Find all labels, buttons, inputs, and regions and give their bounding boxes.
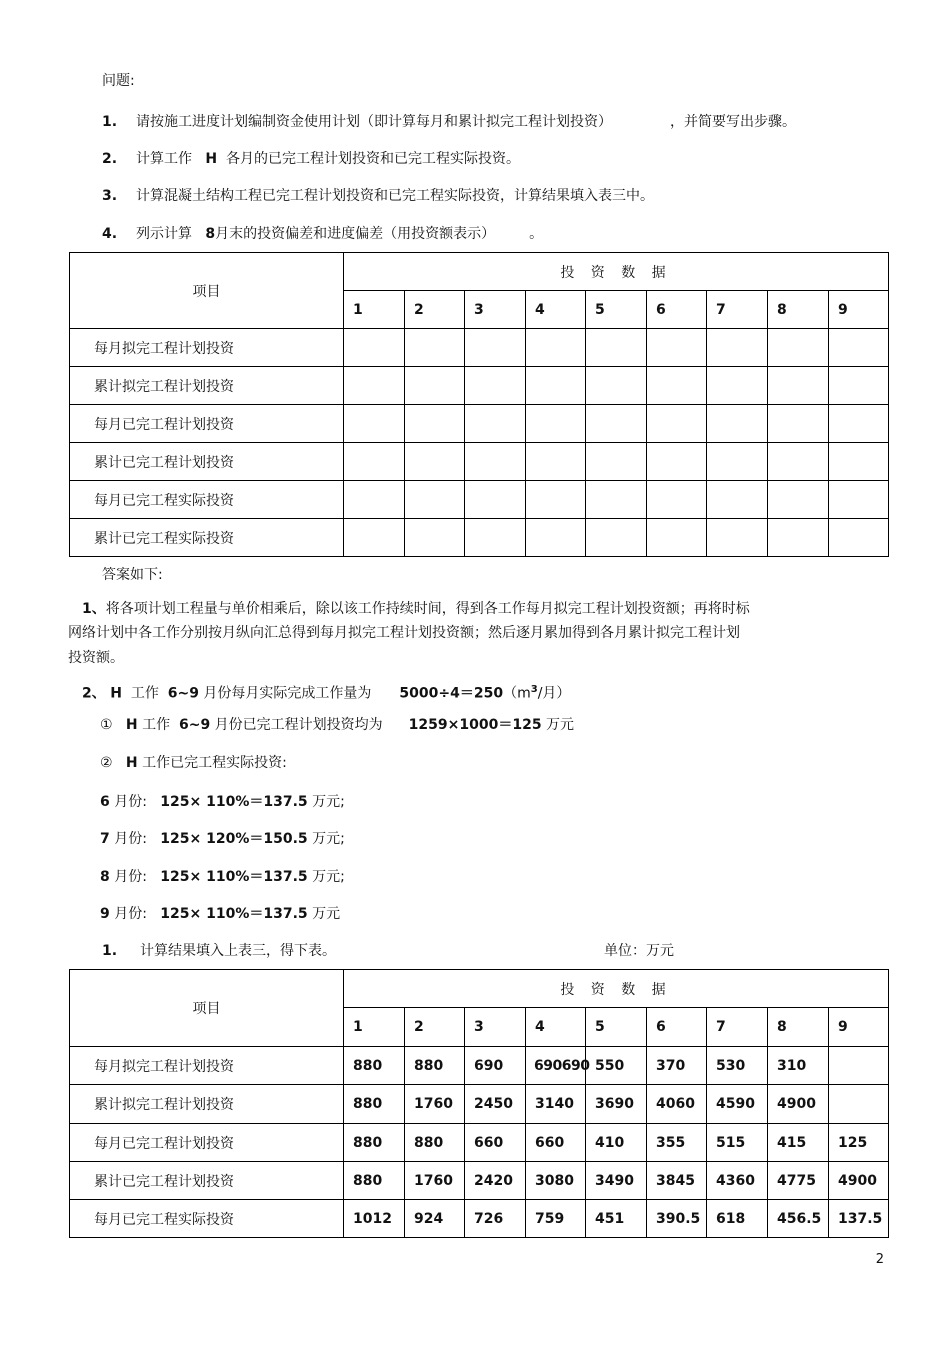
cell: 3690 <box>586 1085 647 1124</box>
cell <box>526 405 586 443</box>
question-tail: ，并简要写出步骤。 <box>670 114 796 130</box>
header-item: 项目 <box>70 970 344 1047</box>
row-label: 每月已完工程实际投资 <box>70 481 344 519</box>
answer-1-line3: 投资额。 <box>68 650 124 666</box>
cell: 690 <box>465 1047 526 1085</box>
row-label: 累计已完工程实际投资 <box>70 519 344 557</box>
row-label: 每月已完工程计划投资 <box>70 1124 344 1162</box>
header-month: 5 <box>586 1008 647 1047</box>
cell: 880 <box>344 1124 405 1162</box>
header-month: 4 <box>526 1008 586 1047</box>
table-empty <box>69 252 889 557</box>
cell <box>586 481 647 519</box>
table-results <box>69 969 889 1238</box>
table-row <box>70 519 889 557</box>
cell <box>405 329 465 367</box>
cell <box>768 443 829 481</box>
cell <box>344 367 405 405</box>
page-number: 2 <box>875 1252 884 1267</box>
question-number: 3. <box>102 188 118 204</box>
unit-label: 单位：万元 <box>604 943 674 959</box>
cell: 1760 <box>405 1085 465 1124</box>
table-row <box>70 405 889 443</box>
cell <box>707 481 768 519</box>
cell: 1760 <box>405 1162 465 1200</box>
answer-text: 工作已完工程实际投资: <box>142 755 287 771</box>
cell <box>707 519 768 557</box>
row-label: 每月已完工程实际投资 <box>70 1200 344 1238</box>
cell: 410 <box>586 1124 647 1162</box>
question-text: 计算混凝土结构工程已完工程计划投资和已完工程实际投资，计算结果填入表三中。 <box>136 188 654 204</box>
cell <box>707 405 768 443</box>
month-line <box>100 829 345 849</box>
cell <box>465 405 526 443</box>
cell <box>465 519 526 557</box>
month-line <box>100 867 345 887</box>
cell: 2420 <box>465 1162 526 1200</box>
month-label: 月份: <box>114 906 147 922</box>
header-month: 6 <box>647 1008 707 1047</box>
answer-number: 1、 <box>82 601 106 617</box>
question-text: 月末的投资偏差和进度偏差（用投资额表示） <box>215 226 496 242</box>
header-month: 3 <box>465 291 526 329</box>
cell: 1012 <box>344 1200 405 1238</box>
answer-number: 1. <box>102 943 118 959</box>
cell <box>586 443 647 481</box>
answer-3 <box>102 941 336 961</box>
answer-text: 月份已完工程计划投资均为 <box>214 717 383 733</box>
header-group: 投 资 数 据 <box>344 970 889 1008</box>
circle-mark: ② <box>100 755 113 771</box>
answer-2-sub1 <box>100 715 574 735</box>
cell <box>768 481 829 519</box>
cell <box>829 443 889 481</box>
cell: 310 <box>768 1047 829 1085</box>
question-3 <box>102 186 654 206</box>
month-number: 9 <box>100 906 110 922</box>
cell: 880 <box>405 1047 465 1085</box>
cell: 880 <box>344 1047 405 1085</box>
cell <box>768 367 829 405</box>
header-group: 投 资 数 据 <box>344 253 889 291</box>
month-number: 6 <box>100 794 110 810</box>
cell <box>526 329 586 367</box>
question-text: 列示计算 <box>136 226 192 242</box>
question-number: 1. <box>102 114 118 130</box>
row-label: 累计已完工程计划投资 <box>70 1162 344 1200</box>
header-item: 项目 <box>70 253 344 329</box>
question-text: 各月的已完工程计划投资和已完工程实际投资。 <box>225 151 520 167</box>
cell <box>526 367 586 405</box>
cell <box>465 367 526 405</box>
answer-bold: 6~9 <box>179 717 211 733</box>
question-text: 计算工作 <box>136 151 192 167</box>
table-row <box>70 1085 889 1124</box>
cell: 2450 <box>465 1085 526 1124</box>
answer-text: 将各项计划工程量与单价相乘后，除以该工作持续时间，得到各工作每月拟完工程计划投资额；再将时标 <box>105 601 750 617</box>
answer-formula: 5000÷4＝250 <box>399 685 504 702</box>
cell <box>344 329 405 367</box>
cell <box>647 405 707 443</box>
cell: 355 <box>647 1124 707 1162</box>
answer-formula: 1259×1000＝125 <box>408 717 542 733</box>
answer-text: 工作 <box>130 685 159 702</box>
month-line <box>100 904 340 924</box>
question-number: 4. <box>102 226 118 242</box>
answer-text: 计算结果填入上表三，得下表。 <box>140 943 336 959</box>
cell <box>647 519 707 557</box>
table-row <box>70 443 889 481</box>
cell: 4060 <box>647 1085 707 1124</box>
answer-number: 2、 <box>82 685 106 702</box>
header-month: 2 <box>405 1008 465 1047</box>
cell: 880 <box>344 1162 405 1200</box>
cell <box>707 367 768 405</box>
month-formula: 125× 110%＝137.5 <box>160 906 308 922</box>
answer-1-line1 <box>82 599 750 619</box>
answer-heading: 答案如下: <box>102 567 163 583</box>
cell: 4775 <box>768 1162 829 1200</box>
row-label: 累计拟完工程计划投资 <box>70 1085 344 1124</box>
answer-bold: H <box>110 685 122 702</box>
cell <box>586 329 647 367</box>
answer-2 <box>82 680 570 704</box>
question-text: 请按施工进度计划编制资金使用计划（即计算每月和累计拟完工程计划投资） <box>136 114 612 130</box>
cell: 4590 <box>707 1085 768 1124</box>
cell: 125 <box>829 1124 889 1162</box>
cell: 3490 <box>586 1162 647 1200</box>
cell <box>829 329 889 367</box>
cell: 370 <box>647 1047 707 1085</box>
month-label: 月份: <box>114 794 147 810</box>
cell: 550 <box>586 1047 647 1085</box>
cell <box>526 443 586 481</box>
cell: 530 <box>707 1047 768 1085</box>
cell <box>344 519 405 557</box>
month-unit: 万元 <box>312 906 341 922</box>
month-label: 月份: <box>114 831 147 847</box>
question-number: 2. <box>102 151 118 167</box>
question-4 <box>102 224 543 244</box>
row-label: 每月拟完工程计划投资 <box>70 329 344 367</box>
cell: 759 <box>526 1200 586 1238</box>
questions-heading: 问题: <box>102 73 135 89</box>
cell: 4900 <box>768 1085 829 1124</box>
header-month: 9 <box>829 291 889 329</box>
table-row <box>70 1200 889 1238</box>
answer-bold: H <box>125 717 138 733</box>
row-label: 累计拟完工程计划投资 <box>70 367 344 405</box>
cell <box>586 519 647 557</box>
table-row <box>70 481 889 519</box>
cell <box>647 329 707 367</box>
header-month: 9 <box>829 1008 889 1047</box>
cell <box>526 519 586 557</box>
cell <box>465 443 526 481</box>
cell <box>344 443 405 481</box>
answer-text: 月份每月实际完成工作量为 <box>203 685 372 702</box>
cell: 137.5 <box>829 1200 889 1238</box>
table-row <box>70 1162 889 1200</box>
cell <box>526 481 586 519</box>
month-label: 月份: <box>114 869 147 885</box>
header-month: 4 <box>526 291 586 329</box>
cell <box>465 481 526 519</box>
month-formula: 125× 120%＝150.5 <box>160 831 308 847</box>
circle-mark: ① <box>100 717 113 733</box>
cell: 3140 <box>526 1085 586 1124</box>
cell <box>405 481 465 519</box>
cell <box>465 329 526 367</box>
cell <box>829 519 889 557</box>
cell <box>344 405 405 443</box>
month-unit: 万元; <box>312 794 345 810</box>
cell <box>768 519 829 557</box>
table-row <box>70 329 889 367</box>
cell <box>344 481 405 519</box>
header-month: 7 <box>707 291 768 329</box>
cell: 690690 <box>526 1047 586 1085</box>
cell: 924 <box>405 1200 465 1238</box>
row-label: 每月已完工程计划投资 <box>70 405 344 443</box>
cell <box>405 443 465 481</box>
month-formula: 125× 110%＝137.5 <box>160 794 308 810</box>
answer-unit-sup: 3 <box>530 684 538 695</box>
cell <box>405 367 465 405</box>
question-bold: H <box>205 151 218 167</box>
cell <box>768 329 829 367</box>
month-unit: 万元; <box>312 831 345 847</box>
header-month: 2 <box>405 291 465 329</box>
table-row <box>70 367 889 405</box>
cell <box>707 443 768 481</box>
cell: 880 <box>405 1124 465 1162</box>
row-label: 每月拟完工程计划投资 <box>70 1047 344 1085</box>
table-row <box>70 1047 889 1085</box>
cell <box>647 481 707 519</box>
cell: 415 <box>768 1124 829 1162</box>
question-1 <box>102 112 796 132</box>
cell: 3080 <box>526 1162 586 1200</box>
cell <box>647 367 707 405</box>
cell: 880 <box>344 1085 405 1124</box>
cell: 660 <box>465 1124 526 1162</box>
cell: 451 <box>586 1200 647 1238</box>
cell <box>829 1047 889 1085</box>
cell: 515 <box>707 1124 768 1162</box>
cell <box>829 405 889 443</box>
cell <box>829 367 889 405</box>
header-month: 5 <box>586 291 647 329</box>
question-2 <box>102 149 520 169</box>
header-month: 7 <box>707 1008 768 1047</box>
cell <box>586 405 647 443</box>
header-month: 8 <box>768 1008 829 1047</box>
question-tail: 。 <box>529 226 544 242</box>
month-line <box>100 792 345 812</box>
answer-bold: H <box>125 755 138 771</box>
answer-bold: 6~9 <box>167 685 199 702</box>
month-number: 7 <box>100 831 110 847</box>
answer-unit: 万元 <box>546 717 575 733</box>
cell: 4360 <box>707 1162 768 1200</box>
month-unit: 万元; <box>312 869 345 885</box>
cell: 726 <box>465 1200 526 1238</box>
answer-2-sub2 <box>100 753 287 773</box>
cell <box>768 405 829 443</box>
header-month: 3 <box>465 1008 526 1047</box>
cell <box>707 329 768 367</box>
cell <box>829 1085 889 1124</box>
header-month: 1 <box>344 1008 405 1047</box>
cell: 3845 <box>647 1162 707 1200</box>
cell: 4900 <box>829 1162 889 1200</box>
answer-unit: /月） <box>537 685 571 702</box>
answer-unit: （m <box>503 685 531 702</box>
cell <box>829 481 889 519</box>
cell <box>586 367 647 405</box>
table-row <box>70 1124 889 1162</box>
cell <box>405 519 465 557</box>
cell <box>405 405 465 443</box>
cell <box>647 443 707 481</box>
header-month: 1 <box>344 291 405 329</box>
header-month: 8 <box>768 291 829 329</box>
header-month: 6 <box>647 291 707 329</box>
cell: 618 <box>707 1200 768 1238</box>
cell: 660 <box>526 1124 586 1162</box>
cell: 390.5 <box>647 1200 707 1238</box>
question-bold: 8 <box>205 226 216 242</box>
cell: 456.5 <box>768 1200 829 1238</box>
answer-1-line2: 网络计划中各工作分别按月纵向汇总得到每月拟完工程计划投资额；然后逐月累加得到各月累计拟完工程计划 <box>68 625 740 641</box>
month-number: 8 <box>100 869 110 885</box>
answer-text: 工作 <box>142 717 171 733</box>
row-label: 累计已完工程计划投资 <box>70 443 344 481</box>
month-formula: 125× 110%＝137.5 <box>160 869 308 885</box>
